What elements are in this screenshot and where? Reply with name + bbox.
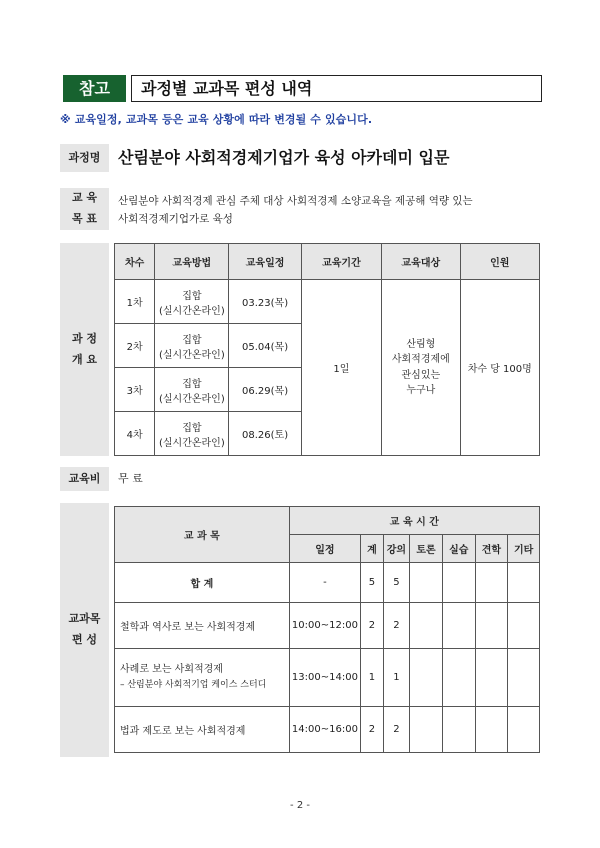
schedule-cell: 14:00~16:00 — [289, 707, 361, 753]
subject-line1: 사례로 보는 사회적경제 — [120, 664, 223, 676]
method-cell — [155, 280, 229, 324]
date-cell: 06.29(목) — [229, 368, 301, 412]
goal-line1: 산림분야 사회적경제 관심 주체 대상 사회적경제 소양교육을 제공해 역량 있는 — [118, 195, 473, 207]
method-cell — [155, 412, 229, 456]
goal-line2: 사회적경제기업가로 육성 — [118, 213, 233, 225]
overview-header-row — [115, 244, 540, 280]
period-cell: 1일 — [301, 280, 381, 456]
method-line1: 집합 — [182, 378, 202, 390]
lecture-cell: 2 — [383, 707, 410, 753]
discussion-cell — [410, 649, 443, 707]
date-cell: 03.23(목) — [229, 280, 301, 324]
goal-label — [60, 188, 109, 230]
goal-label-line2: 목 표 — [71, 212, 98, 225]
col-practice: 실습 — [442, 535, 475, 563]
table-row — [115, 280, 540, 324]
schedule-notice: ※ 교육일정, 교과목 등은 교육 상황에 따라 변경될 수 있습니다. — [60, 113, 373, 126]
col-lecture: 강의 — [383, 535, 410, 563]
col-capacity: 인원 — [460, 244, 539, 280]
course-name: 산림분야 사회적경제기업가 육성 아카데미 입문 — [118, 148, 450, 167]
method-line2: (실시간온라인) — [158, 437, 225, 449]
method-cell — [155, 368, 229, 412]
fee-label: 교육비 — [60, 467, 109, 491]
discussion-cell — [410, 603, 443, 649]
other-cell — [508, 707, 540, 753]
total-other — [508, 563, 540, 603]
other-cell — [508, 603, 540, 649]
method-line2: (실시간온라인) — [158, 393, 225, 405]
table-row — [115, 649, 540, 707]
curriculum-label-line2: 편 성 — [71, 633, 98, 646]
total-row — [115, 563, 540, 603]
overview-label-line1: 과 정 — [71, 331, 98, 345]
section-header — [63, 75, 542, 102]
lecture-cell: 2 — [383, 603, 410, 649]
subject-header: 교 과 목 — [115, 507, 290, 563]
total-lecture: 5 — [383, 563, 410, 603]
discussion-cell — [410, 707, 443, 753]
goal-label-line1: 교 육 — [71, 191, 98, 205]
other-cell — [508, 649, 540, 707]
subject-line2: – 산림분야 사회적기업 케이스 스터디 — [120, 680, 267, 691]
page-number: - 2 - — [290, 800, 310, 811]
col-discussion: 토론 — [410, 535, 443, 563]
total-practice — [442, 563, 475, 603]
capacity-cell: 차수 당 100명 — [460, 280, 539, 456]
curriculum-table — [114, 506, 540, 753]
round-cell: 1차 — [115, 280, 155, 324]
field-trip-cell — [475, 603, 508, 649]
method-line2: (실시간온라인) — [158, 305, 225, 317]
total-sum: 5 — [361, 563, 383, 603]
practice-cell — [442, 707, 475, 753]
total-field-trip — [475, 563, 508, 603]
goal-text — [118, 192, 542, 228]
overview-label — [60, 243, 109, 456]
reference-tag: 참고 — [63, 75, 126, 102]
subject-cell — [115, 603, 290, 649]
total-label: 합 계 — [115, 563, 290, 603]
col-date: 교육일정 — [229, 244, 301, 280]
subject-cell — [115, 707, 290, 753]
fee-value: 무 료 — [118, 472, 143, 485]
sum-cell: 2 — [361, 603, 383, 649]
method-line1: 집합 — [182, 334, 202, 346]
total-schedule: - — [289, 563, 361, 603]
subject-cell — [115, 649, 290, 707]
method-cell — [155, 324, 229, 368]
col-field-trip: 견학 — [475, 535, 508, 563]
overview-table — [114, 243, 540, 456]
curriculum-header-row — [115, 507, 540, 535]
lecture-cell: 1 — [383, 649, 410, 707]
col-period: 교육기간 — [301, 244, 381, 280]
curriculum-label — [60, 503, 109, 757]
target-line2: 사회적경제에 — [391, 354, 450, 365]
table-row — [115, 707, 540, 753]
col-round: 차수 — [115, 244, 155, 280]
date-cell: 05.04(목) — [229, 324, 301, 368]
subject-line1: 철학과 역사로 보는 사회적경제 — [120, 622, 256, 633]
total-discussion — [410, 563, 443, 603]
round-cell: 2차 — [115, 324, 155, 368]
target-cell — [382, 280, 460, 456]
target-line4: 누구나 — [406, 385, 436, 396]
method-line1: 집합 — [182, 290, 202, 302]
curriculum-label-line1: 교과목 — [68, 612, 101, 626]
date-cell: 08.26(토) — [229, 412, 301, 456]
col-sum: 계 — [361, 535, 383, 563]
page-title: 과정별 교과목 편성 내역 — [131, 75, 542, 102]
target-line1: 산림형 — [406, 338, 436, 350]
subject-line1: 법과 제도로 보는 사회적경제 — [120, 726, 246, 737]
overview-label-line2: 개 요 — [71, 352, 98, 366]
col-target: 교육대상 — [382, 244, 460, 280]
table-row — [115, 603, 540, 649]
schedule-cell: 13:00~14:00 — [289, 649, 361, 707]
method-line2: (실시간온라인) — [158, 349, 225, 361]
practice-cell — [442, 603, 475, 649]
target-line3: 관심있는 — [401, 369, 441, 381]
round-cell: 3차 — [115, 368, 155, 412]
col-method: 교육방법 — [155, 244, 229, 280]
practice-cell — [442, 649, 475, 707]
col-other: 기타 — [508, 535, 540, 563]
sum-cell: 1 — [361, 649, 383, 707]
method-line1: 집합 — [182, 422, 202, 434]
field-trip-cell — [475, 649, 508, 707]
course-name-label: 과정명 — [60, 144, 109, 172]
field-trip-cell — [475, 707, 508, 753]
sum-cell: 2 — [361, 707, 383, 753]
schedule-cell: 10:00~12:00 — [289, 603, 361, 649]
round-cell: 4차 — [115, 412, 155, 456]
time-header: 교 육 시 간 — [289, 507, 539, 535]
col-schedule: 일정 — [289, 535, 361, 563]
